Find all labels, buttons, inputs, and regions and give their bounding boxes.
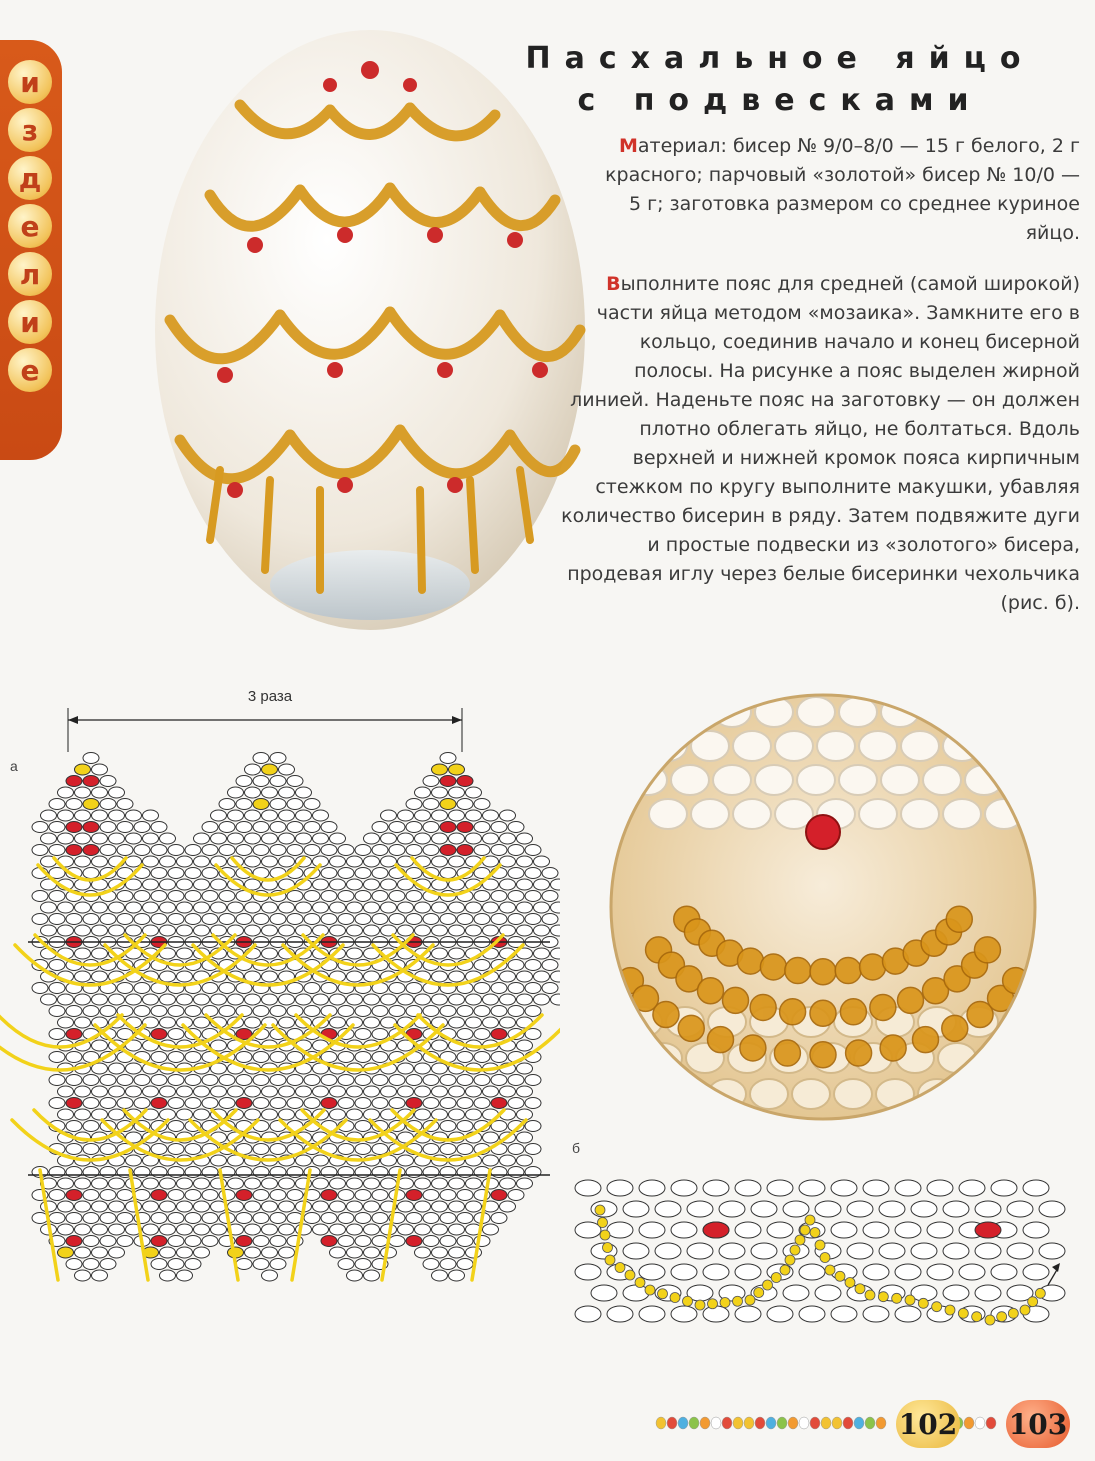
side-letter: и	[8, 300, 52, 344]
repeat-label: 3 раза	[247, 688, 293, 705]
instructions-lead-letter: В	[606, 273, 621, 295]
page-title	[500, 38, 1060, 122]
side-letter: л	[8, 252, 52, 296]
instructions-paragraph	[560, 270, 1080, 618]
title-line-1: Пасхальное яйцо	[525, 41, 1035, 76]
side-letter: д	[8, 156, 52, 200]
instructions-text: ыполните пояс для средней (самой широкой) части яйца методом «мозаика». Замкните его в кольцо, соединив начало и конец бисерной полосы. На рисунке а пояс выделен жирной линией. Наденьте пояс на заготовку — он должен плотно облегать яйцо, не болтаться. Вдоль верхней и нижней кромок пояса кирпичным стежком по кругу выполните макушки, убавляя количество бисерин в ряду. Затем подвяжите дуги и простые подвески из «золотого» бисера, продевая иглу через белые бисеринки чехольчика (рис. б).	[561, 273, 1080, 614]
side-letter: и	[8, 60, 52, 104]
side-letter: е	[8, 348, 52, 392]
title-line-2: с подвесками	[577, 83, 983, 118]
material-paragraph	[600, 132, 1080, 248]
material-text: атериал: бисер № 9/0–8/0 — 15 г белого, 2 г красного; парчовый «золотой» бисер № 10/0 — 5 г; заготовка размером со среднее куриное яйцо.	[605, 135, 1080, 244]
side-letter: е	[8, 204, 52, 248]
bead-pattern-diagram-b	[570, 1160, 1070, 1330]
page-number-right: 103	[1006, 1400, 1070, 1448]
diagram-a-label: а	[10, 758, 18, 774]
bead-pattern-diagram-a	[0, 690, 560, 1360]
material-lead-letter: М	[618, 135, 638, 157]
side-letters	[8, 60, 56, 392]
bead-closeup-photo	[608, 692, 1038, 1122]
page-number-left: 102	[896, 1400, 960, 1448]
diagram-b-label: б	[572, 1140, 581, 1156]
side-letter: з	[8, 108, 52, 152]
